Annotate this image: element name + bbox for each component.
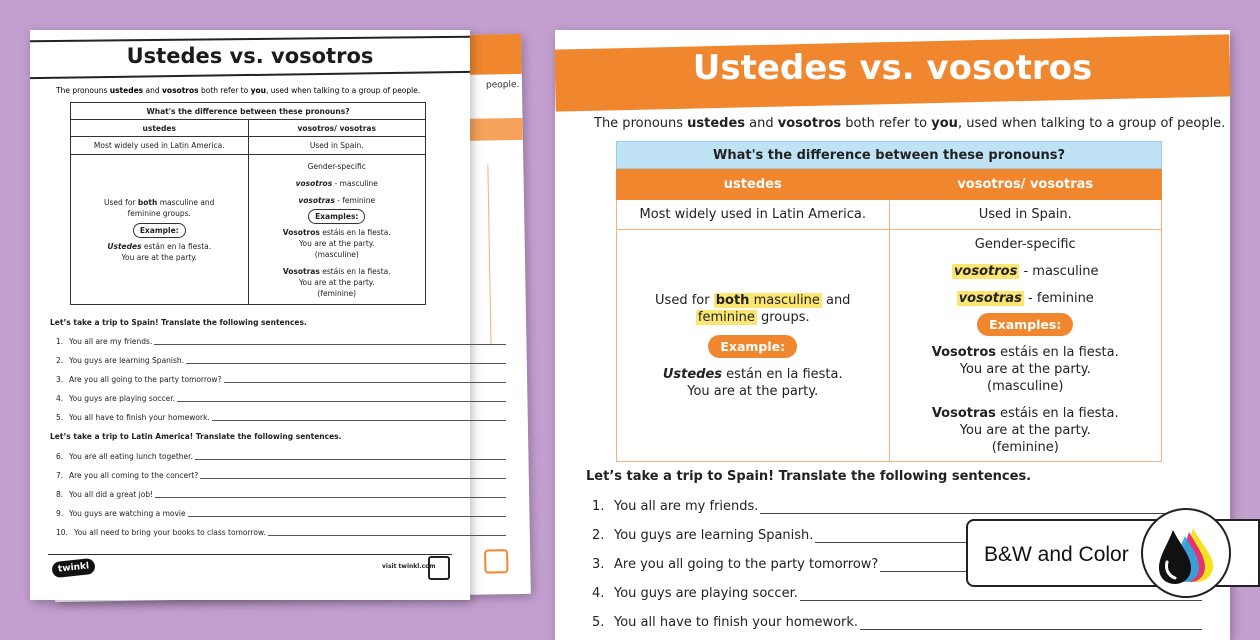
twinkl-logo: twinkl bbox=[51, 558, 96, 578]
bw-usage-vosotros: Used in Spain. bbox=[248, 137, 426, 155]
bw-question-4[interactable]: 4. You guys are playing soccer. bbox=[56, 394, 506, 403]
bw-intro-text: The pronouns ustedes and vosotros both refer to you, used when talking to a group of people. bbox=[56, 86, 421, 95]
color-comparison-table bbox=[616, 141, 1162, 462]
footer-visit-text: visit twinkl.com bbox=[382, 563, 436, 570]
bw-col-ustedes: ustedes bbox=[71, 120, 249, 137]
color-intro-text: The pronouns ustedes and vosotros both refer to you, used when talking to a group of people. bbox=[594, 116, 1226, 131]
back-page-text-fragment: people. bbox=[485, 79, 520, 91]
bw-spain-heading: Let’s take a trip to Spain! Translate the following sentences. bbox=[50, 318, 307, 327]
footer-badge-icon bbox=[428, 556, 450, 580]
bw-question-2[interactable]: 2. You guys are learning Spanish. bbox=[56, 356, 506, 365]
bw-question-9[interactable]: 9. You guys are watching a movie bbox=[56, 509, 506, 518]
color-col-vosotros: vosotros/ vosotras bbox=[889, 169, 1162, 200]
bw-question-3[interactable]: 3. Are you all going to the party tomorrow? bbox=[56, 375, 506, 384]
bw-title-rule-bottom bbox=[30, 71, 470, 79]
color-question-5[interactable]: 5. You all have to finish your homework. bbox=[592, 615, 1202, 630]
bw-latam-heading: Let’s take a trip to Latin America! Translate the following sentences. bbox=[50, 432, 342, 441]
bw-col-vosotros: vosotros/ vosotras bbox=[248, 120, 426, 137]
color-example-label: Example: bbox=[708, 335, 797, 358]
color-table-question: What's the difference between these pronouns? bbox=[617, 142, 1162, 169]
color-page-title: Ustedes vs. vosotros bbox=[692, 48, 1093, 88]
color-usage-ustedes: Most widely used in Latin America. bbox=[617, 200, 890, 230]
back-page-table-header bbox=[467, 118, 523, 141]
ink-drops-icon bbox=[1141, 508, 1231, 598]
bw-worksheet-page bbox=[30, 30, 470, 600]
color-vosotros-details: Gender-specific vosotros - masculine vosotras - feminine Examples: Vosotros estáis en la fiesta. You are at the party. (masculine) Vosotras estáis en la fiesta. You are at the party. (feminine) bbox=[889, 230, 1162, 462]
bw-title-rule-top bbox=[30, 36, 470, 43]
bw-question-8[interactable]: 8. You all did a great job! bbox=[56, 490, 506, 499]
bw-question-5[interactable]: 5. You all have to finish your homework. bbox=[56, 413, 506, 422]
bw-question-6[interactable]: 6. You are all eating lunch together. bbox=[56, 452, 506, 461]
ink-drops-graphic bbox=[1143, 510, 1229, 596]
bw-comparison-table bbox=[70, 102, 426, 305]
color-examples-label: Examples: bbox=[977, 313, 1073, 336]
bw-examples-label: Examples: bbox=[308, 209, 365, 224]
bw-title-area bbox=[30, 30, 470, 86]
color-question-3[interactable]: 3. Are you all going to the party tomorrow? bbox=[592, 557, 1202, 572]
bw-question-1[interactable]: 1. You all are my friends. bbox=[56, 337, 506, 346]
bw-page-title: Ustedes vs. vosotros bbox=[126, 44, 374, 68]
bw-question-10[interactable]: 10. You all need to bring your books to class tomorrow. bbox=[56, 528, 506, 537]
bw-table-question: What's the difference between these pronouns? bbox=[71, 103, 426, 120]
bw-example-label: Example: bbox=[133, 223, 186, 238]
color-spain-heading: Let’s take a trip to Spain! Translate the following sentences. bbox=[586, 469, 1032, 484]
color-col-ustedes: ustedes bbox=[617, 169, 890, 200]
color-question-1[interactable]: 1. You all are my friends. bbox=[592, 499, 1202, 514]
color-usage-vosotros: Used in Spain. bbox=[889, 200, 1162, 230]
bw-footer-rule bbox=[48, 554, 452, 555]
back-page-table-edge bbox=[487, 164, 526, 345]
bw-question-7[interactable]: 7. Are you all coming to the concert? bbox=[56, 471, 506, 480]
bw-ustedes-details: Used for both masculine and feminine groups. Example: Ustedes están en la fiesta. You are at the party. bbox=[71, 155, 249, 305]
bw-vosotros-details: Gender-specific vosotros - masculine vosotras - feminine Examples: Vosotros estáis en la fiesta. You are at the party. (masculine) Vosotras estáis en la fiesta. You are at the party. (feminine) bbox=[248, 155, 426, 305]
back-page-logo bbox=[484, 549, 508, 573]
bw-and-color-label: B&W and Color bbox=[984, 543, 1129, 566]
color-question-4[interactable]: 4. You guys are playing soccer. bbox=[592, 586, 1202, 601]
bw-usage-ustedes: Most widely used in Latin America. bbox=[71, 137, 249, 155]
color-question-2[interactable]: 2. You guys are learning Spanish. bbox=[592, 528, 1202, 543]
color-ustedes-details: Used for both masculine and feminine groups. Example: Ustedes están en la fiesta. You are at the party. bbox=[617, 230, 890, 462]
